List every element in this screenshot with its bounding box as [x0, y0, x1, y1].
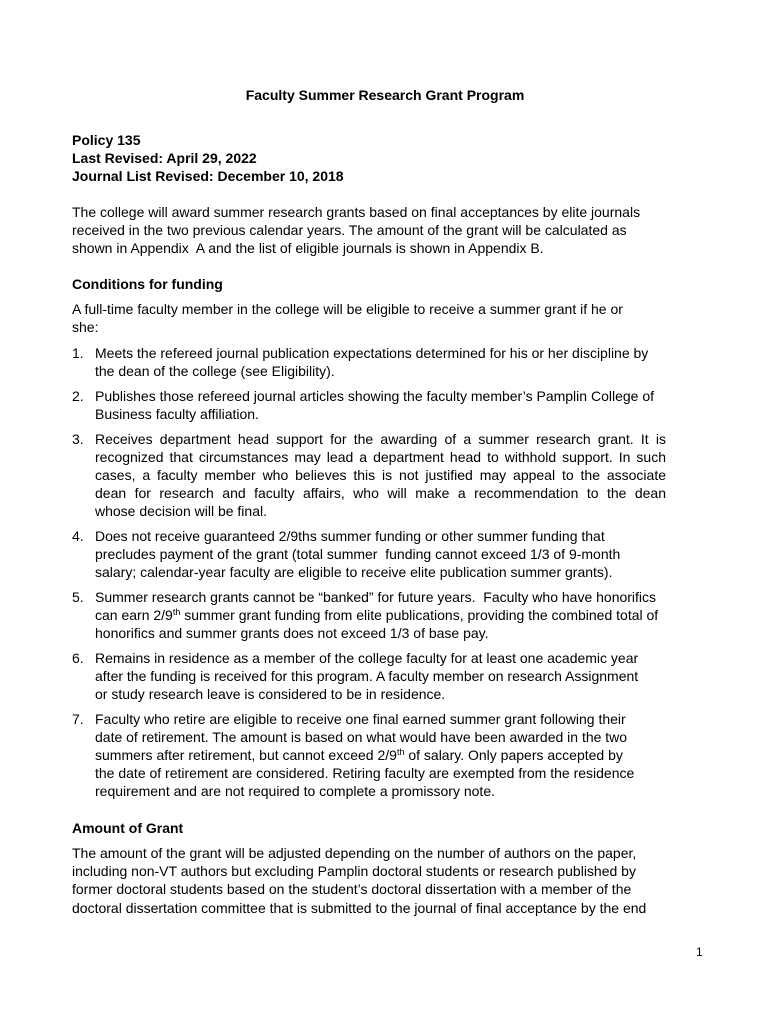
list-item-text — [95, 430, 666, 520]
text-line: Receives department head support for the awarding of a summer research grant. It is — [95, 431, 666, 447]
list-item-text — [95, 527, 620, 581]
text-line: the dean of the college (see Eligibility). — [95, 363, 335, 379]
list-number: 6. — [72, 650, 84, 666]
superscript: th — [172, 607, 181, 617]
text-line: Summer research grants cannot be “banked” for future years. Faculty who have honorifics — [95, 589, 657, 605]
list-number: 5. — [72, 589, 84, 605]
section-heading: Amount of Grant — [72, 820, 184, 836]
amount-paragraph — [72, 844, 646, 917]
list-item-text — [95, 710, 634, 800]
list-number: 4. — [72, 528, 84, 544]
text-line — [95, 746, 634, 764]
text-line: The amount of the grant will be adjusted depending on the number of authors on the paper, — [72, 845, 637, 861]
text-line: Remains in residence as a member of the college faculty for at least one academic year — [95, 650, 639, 666]
superscript: th — [396, 747, 405, 757]
policy-number: Policy 135 — [72, 132, 141, 148]
text-line: or study research leave is considered to be in residence. — [95, 686, 446, 702]
list-item-text — [95, 588, 658, 642]
text-line: The college will award summer research grants based on final acceptances by elite journals — [72, 204, 641, 220]
text-line: Publishes those refereed journal articles showing the faculty member’s Pamplin College of — [95, 388, 654, 404]
text-line: Does not receive guaranteed 2/9ths summer funding or other summer funding that — [95, 528, 605, 544]
text-line: cases, a faculty member who believes this is not justified may appeal to the associate — [95, 467, 666, 483]
text-line: requirement and are not required to complete a promissory note. — [95, 783, 495, 799]
text-line: the date of retirement are considered. Retiring faculty are exempted from the residence — [95, 765, 635, 781]
text-line: salary; calendar-year faculty are eligible to receive elite publication summer grants). — [95, 564, 613, 580]
journal-list-revised: Journal List Revised: December 10, 2018 — [72, 168, 344, 184]
text-line: doctoral dissertation committee that is submitted to the journal of final acceptance by the end — [72, 900, 647, 916]
text-line: after the funding is received for this program. A faculty member on research Assignment — [95, 668, 639, 684]
text-line: received in the two previous calendar years. The amount of the grant will be calculated as — [72, 222, 627, 238]
text-segment: summer grant funding from elite publications, providing the combined total of — [180, 607, 659, 623]
intro-paragraph — [72, 203, 640, 257]
text-line: shown in Appendix A and the list of eligible journals is shown in Appendix B. — [72, 240, 544, 256]
list-number: 3. — [72, 431, 84, 447]
text-segment: can earn 2/9 — [95, 607, 173, 623]
text-line — [95, 606, 658, 624]
text-line: precludes payment of the grant (total summer funding cannot exceed 1/3 of 9-month — [95, 546, 621, 562]
text-line: recognized that circumstances may lead a department head to withhold support. In such — [95, 449, 666, 465]
text-line: date of retirement. The amount is based on what would have been awarded in the two — [95, 729, 628, 745]
eligibility-lead-paragraph — [72, 300, 623, 336]
text-line: she: — [72, 319, 99, 335]
text-segment: of salary. Only papers accepted by — [404, 747, 623, 763]
text-line: Meets the refereed journal publication expectations determined for his or her discipline by — [95, 345, 649, 361]
section-heading: Conditions for funding — [72, 276, 223, 292]
list-item-text — [95, 649, 638, 703]
text-line: Business faculty affiliation. — [95, 406, 259, 422]
list-item-text — [95, 387, 654, 423]
text-segment: summers after retirement, but cannot exceed 2/9 — [95, 747, 397, 763]
policy-info — [72, 131, 344, 185]
conditions-heading — [72, 275, 223, 293]
list-number: 7. — [72, 711, 84, 727]
amount-heading — [72, 819, 183, 837]
text-line: whose decision will be final. — [95, 503, 267, 519]
last-revised: Last Revised: April 29, 2022 — [72, 150, 257, 166]
text-line: former doctoral students based on the student’s doctoral dissertation with a member of the — [72, 881, 632, 897]
text-line: A full-time faculty member in the college will be eligible to receive a summer grant if he or — [72, 301, 623, 317]
list-item-text — [95, 344, 648, 380]
text-line: Faculty who retire are eligible to receive one final earned summer grant following their — [95, 711, 626, 727]
text-line: dean for research and faculty affairs, who will make a recommendation to the dean — [95, 485, 666, 501]
page-number: 1 — [696, 945, 703, 959]
document-title: Faculty Summer Research Grant Program — [245, 87, 525, 103]
list-number: 1. — [72, 345, 84, 361]
text-line: including non-VT authors but excluding Pamplin doctoral students or research published by — [72, 863, 636, 879]
list-number: 2. — [72, 388, 84, 404]
text-line: honorifics and summer grants does not exceed 1/3 of base pay. — [95, 625, 489, 641]
